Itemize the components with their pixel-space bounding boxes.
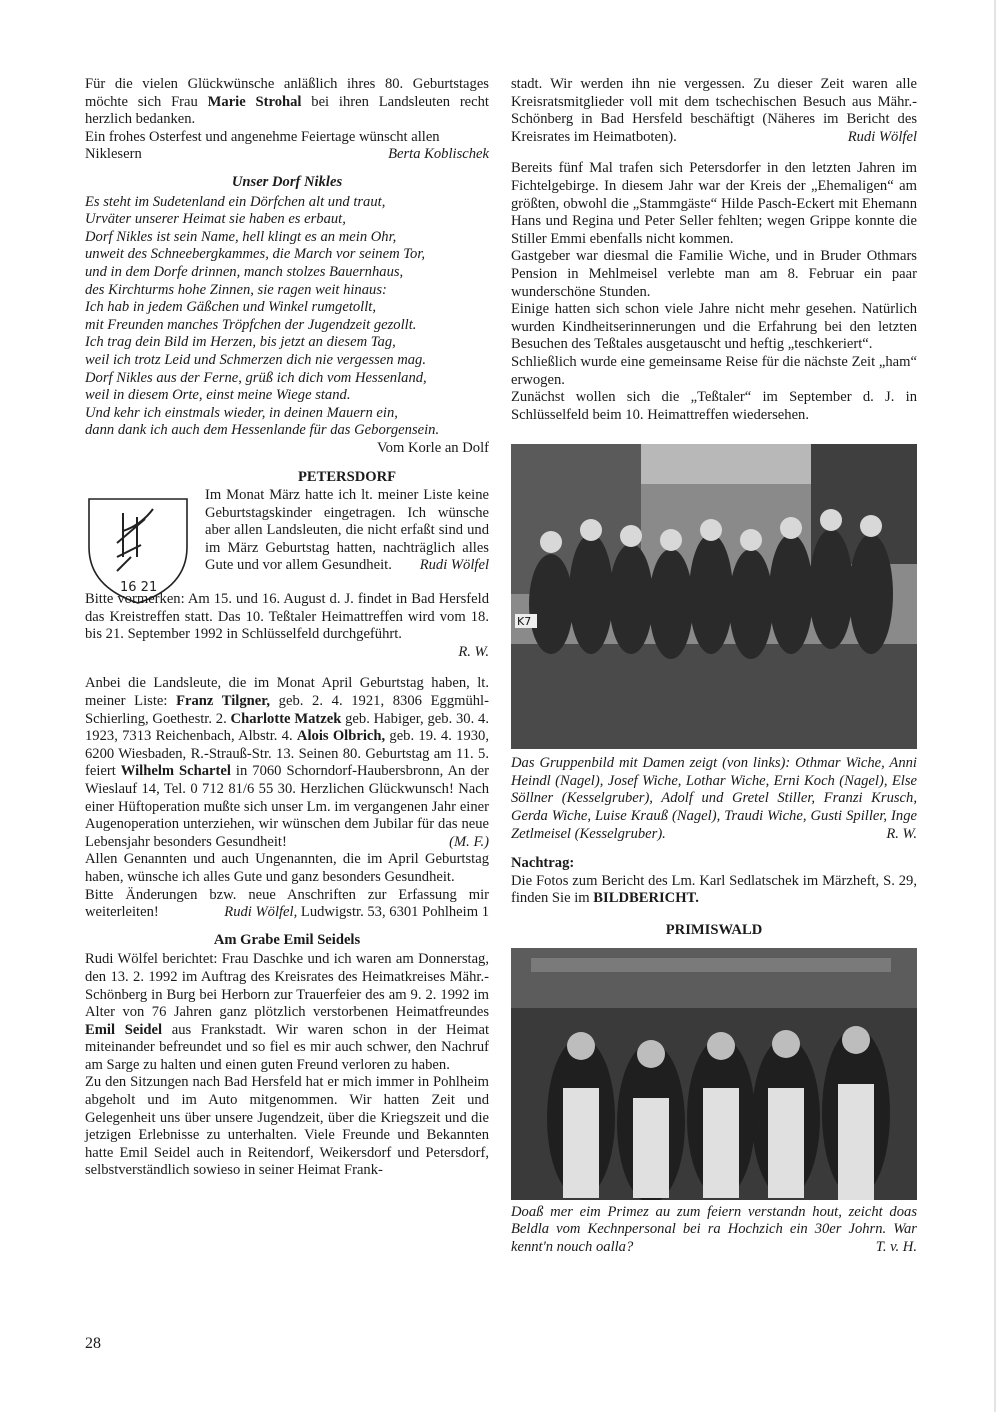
birthdays-paragraph: Anbei die Landsleute, die im Monat April Geburtstag haben, lt. meiner Liste: Franz Tilgner, geb. 2. 4. 1921, 8306 Eggmühl-Schierling, Goethestr. 2. Charlotte Matzek geb. Habiger, geb. 30. 4. 1923, 7313 Reichenbach, Albstr. 4. Alois Olbrich, geb. 19. 4. 1930, 6200 Wiesbaden, R.-Strauß-Str. 13. Seinen 80. Geburtstag am 11. 5. feiert Wilhelm Schartel in 7060 Schorndorf-Haubersbronn, An der Wieslauf 14, Tel. 0 712 81/6 55 30. Herzlichen Glückwunsch! Nach einer Hüftoperation mußte sich unser Lm. im vergangenen Jahr einer Augenoperation unterziehen, wir wünschen dem Jubilar für das neue Lebensjahr besonders Gesundheit! (M. F.) <box>85 675 489 850</box>
petersdorf-heading: PETERSDORF <box>297 469 397 486</box>
poem: Es steht im Sudetenland ein Dörfchen alt und traut, Urväter unserer Heimat sie haben es erbaut, Dorf Nikles ist sein Name, hell klingt es an mein Ohr, unweit des Schneebergkammes, die March vor seinem Tor, und in dem Dorfe drinnen, manch stolzes Bauernhaus, des Kirchturms hohe Zinnen, sie ragen weit hinaus: Ich hab in jedem Gäßchen und Winkel rumgetollt, mit Freunden manches Tröpfchen der Jugendzeit gezollt. Ich trag dein Bild im Herzen, bis jetzt an diesem Tag, weil ich trotz Leid und Schmerzen dich nie vergessen mag. Dorf Nikles aus der Ferne, grüß ich dich vom Hessenland, weil in diesem Orte, einst meine Wiege stand. Und kehr ich einstmals wieder, in deinen Mauern ein, dann dank ich auch dem Hessenlande für das Geborgensein. <box>85 193 440 439</box>
petersdorf-crest-icon <box>87 495 191 605</box>
group-photo <box>511 444 917 749</box>
grave-continuation: stadt. Wir werden ihn nie vergessen. Zu dieser Zeit waren alle Kreisratsmitglieder voll mit dem tschechischen Besuch aus Mähr.-Schönberg in Bad Hersfeld beschäftigt (Näheres im Bericht des Kreisrates im Heimatboten). Rudi Wölfel <box>511 76 917 145</box>
photo-sign: K7 <box>517 615 532 629</box>
nachtrag-text: Die Fotos zum Bericht des Lm. Karl Sedlatschek im Märzheft, S. 29, finden Sie im BILDBERICHT. <box>511 872 917 907</box>
poem-signature: Vom Korle an Dolf <box>376 439 489 456</box>
meeting-paragraph-5: Zunächst wollen sich die „Teßtaler“ im September d. J. in Schlüsselfeld beim 10. Heimattreffen wiedersehen. <box>511 389 917 423</box>
grave-paragraph-2: Zu den Sitzungen nach Bad Hersfeld hat er mich immer in Pohlheim abgeholt und im Auto mitgenommen. Wir hatten Zeit und Gelegenheit uns über unsere Jugendzeit, über die Kriegszeit und die jetzigen Erlebnisse zu unterhalten. Viele Freunde und Bekannten hatte Emil Seidel auch in Reitendorf, Weikersdorf und Petersdorf, selbstverständlich sowieso in seiner Heimat Frank- <box>85 1074 489 1179</box>
kitchen-staff-caption: Doaß mer eim Primez au zum feiern verstandn hout, zeicht doas Beldla vom Kechnpersonal bei ra Hochzich ein 30er Johrn. War kennt'n nouch oalla? T. v. H. <box>511 1203 917 1255</box>
meeting-paragraph-4: Schließlich wurde eine gemeinsame Reise für die nächste Zeit „ham“ erwogen. <box>511 353 917 388</box>
birthdays-wishes: Allen Genannten und auch Ungenannten, die im April Geburtstag haben, wünsche ich alles Gute und ganz besonders Gesundheit. <box>85 851 489 885</box>
page-edge <box>994 0 996 1412</box>
nachtrag-heading: Nachtrag: <box>511 855 575 872</box>
meeting-paragraph-2: Gastgeber war diesmal die Familie Wiche, und in Bruder Othmars Pension in Mehlmeisel verlebte man am 8. Februar ein paar wunderschöne Stunden. <box>511 248 917 300</box>
grave-heading: Am Grabe Emil Seidels <box>213 931 361 948</box>
page-number: 28 <box>85 1335 101 1352</box>
petersdorf-text: Im Monat März hatte ich lt. meiner Liste keine Geburtstagskinder eingetragen. Ich wünsche aber allen Landsleuten, die nicht erfaßt sind und im März Geburtstag hatten, nachträglich alles Gute und vor allem Gesundheit. Rudi Wölfel <box>205 487 489 574</box>
group-photo-caption: Das Gruppenbild mit Damen zeigt (von links): Othmar Wiche, Anni Heindl (Nagel), Josef Wiche, Lothar Wiche, Erni Koch (Nagel), Else Söllner (Kesselgruber), Adolf und Gretel Stiller, Franzi Krusch, Gerda Wiche, Luise Krauß (Nagel), Traudi Wiche, Gusti Spiller, Inge Zetlmeisel (Kesselgruber). R. W. <box>511 755 917 842</box>
intro-paragraph: Für die vielen Glückwünsche anläßlich ihres 80. Geburtstages möchte sich Frau Marie Strohal bei ihren Landsleuten recht herzlich bedanken. <box>85 76 489 128</box>
primiswald-heading: PRIMISWALD <box>665 922 763 939</box>
address-request: Bitte Änderungen bzw. neue Anschriften zur Erfassung mir weiterleiten! Rudi Wölfel, Ludwigstr. 53, 6301 Pohlheim 1 <box>85 886 489 921</box>
left-column <box>85 76 489 1180</box>
kitchen-staff-photo <box>511 948 917 1200</box>
petersdorf-section <box>85 469 489 661</box>
petersdorf-note-signature: R. W. <box>458 643 489 660</box>
easter-greeting: Ein frohes Osterfest und angenehme Feiertage wünscht allen Niklesern Berta Koblischek <box>85 128 489 163</box>
grave-paragraph-1: Rudi Wölfel berichtet: Frau Daschke und ich waren am Donnerstag, den 13. 2. 1992 im Auftrag des Kreisrates des Heimatkreises Mähr.-Schönberg in Burg bei Herborn zur Trauerfeier des am 9. 2. 1992 im Alter von 76 Jahren ganz plötzlich verstorbenen Heimatfreundes Emil Seidel aus Frankstadt. Wir waren schon in der Heimat miteinander befreundet und so fiel es mir auch schwer, den Nachruf am Sarge zu halten und einen guten Freund verloren zu haben. <box>85 951 489 1073</box>
meeting-paragraph-1: Bereits fünf Mal trafen sich Petersdorfer in den letzten Jahren im Fichtelgebirge. In diesem Jahr war der Kreis der „Ehemaligen“ am größten, obwohl die „Stammgäste“ Hilde Pasch-Eckert mit Ehemann Hans und Regina und Peter Seller fehlten; wegen Grippe konnte die Stiller Emmi ebenfalls nicht kommen. <box>511 160 917 247</box>
poem-title: Unser Dorf Nikles <box>231 173 343 190</box>
signature: Berta Koblischek <box>388 146 489 163</box>
right-column <box>511 76 917 1256</box>
meeting-paragraph-3: Einige hatten sich schon viele Jahre nicht mehr gesehen. Natürlich wurden Kindheitserinnerungen und die Erfahrung bei den letzten Besuchen des Teßtales ausgetauscht und heftig „teschkeriert“. <box>511 301 917 353</box>
crest-year: 16 21 <box>120 580 158 596</box>
petersdorf-note: Bitte vormerken: Am 15. und 16. August d. J. findet in Bad Hersfeld das Kreistreffen statt. Das 10. Teßtaler Heimattreffen wird vom 18. bis 21. September 1992 in Schlüsselfeld durchgeführt. <box>85 591 489 643</box>
